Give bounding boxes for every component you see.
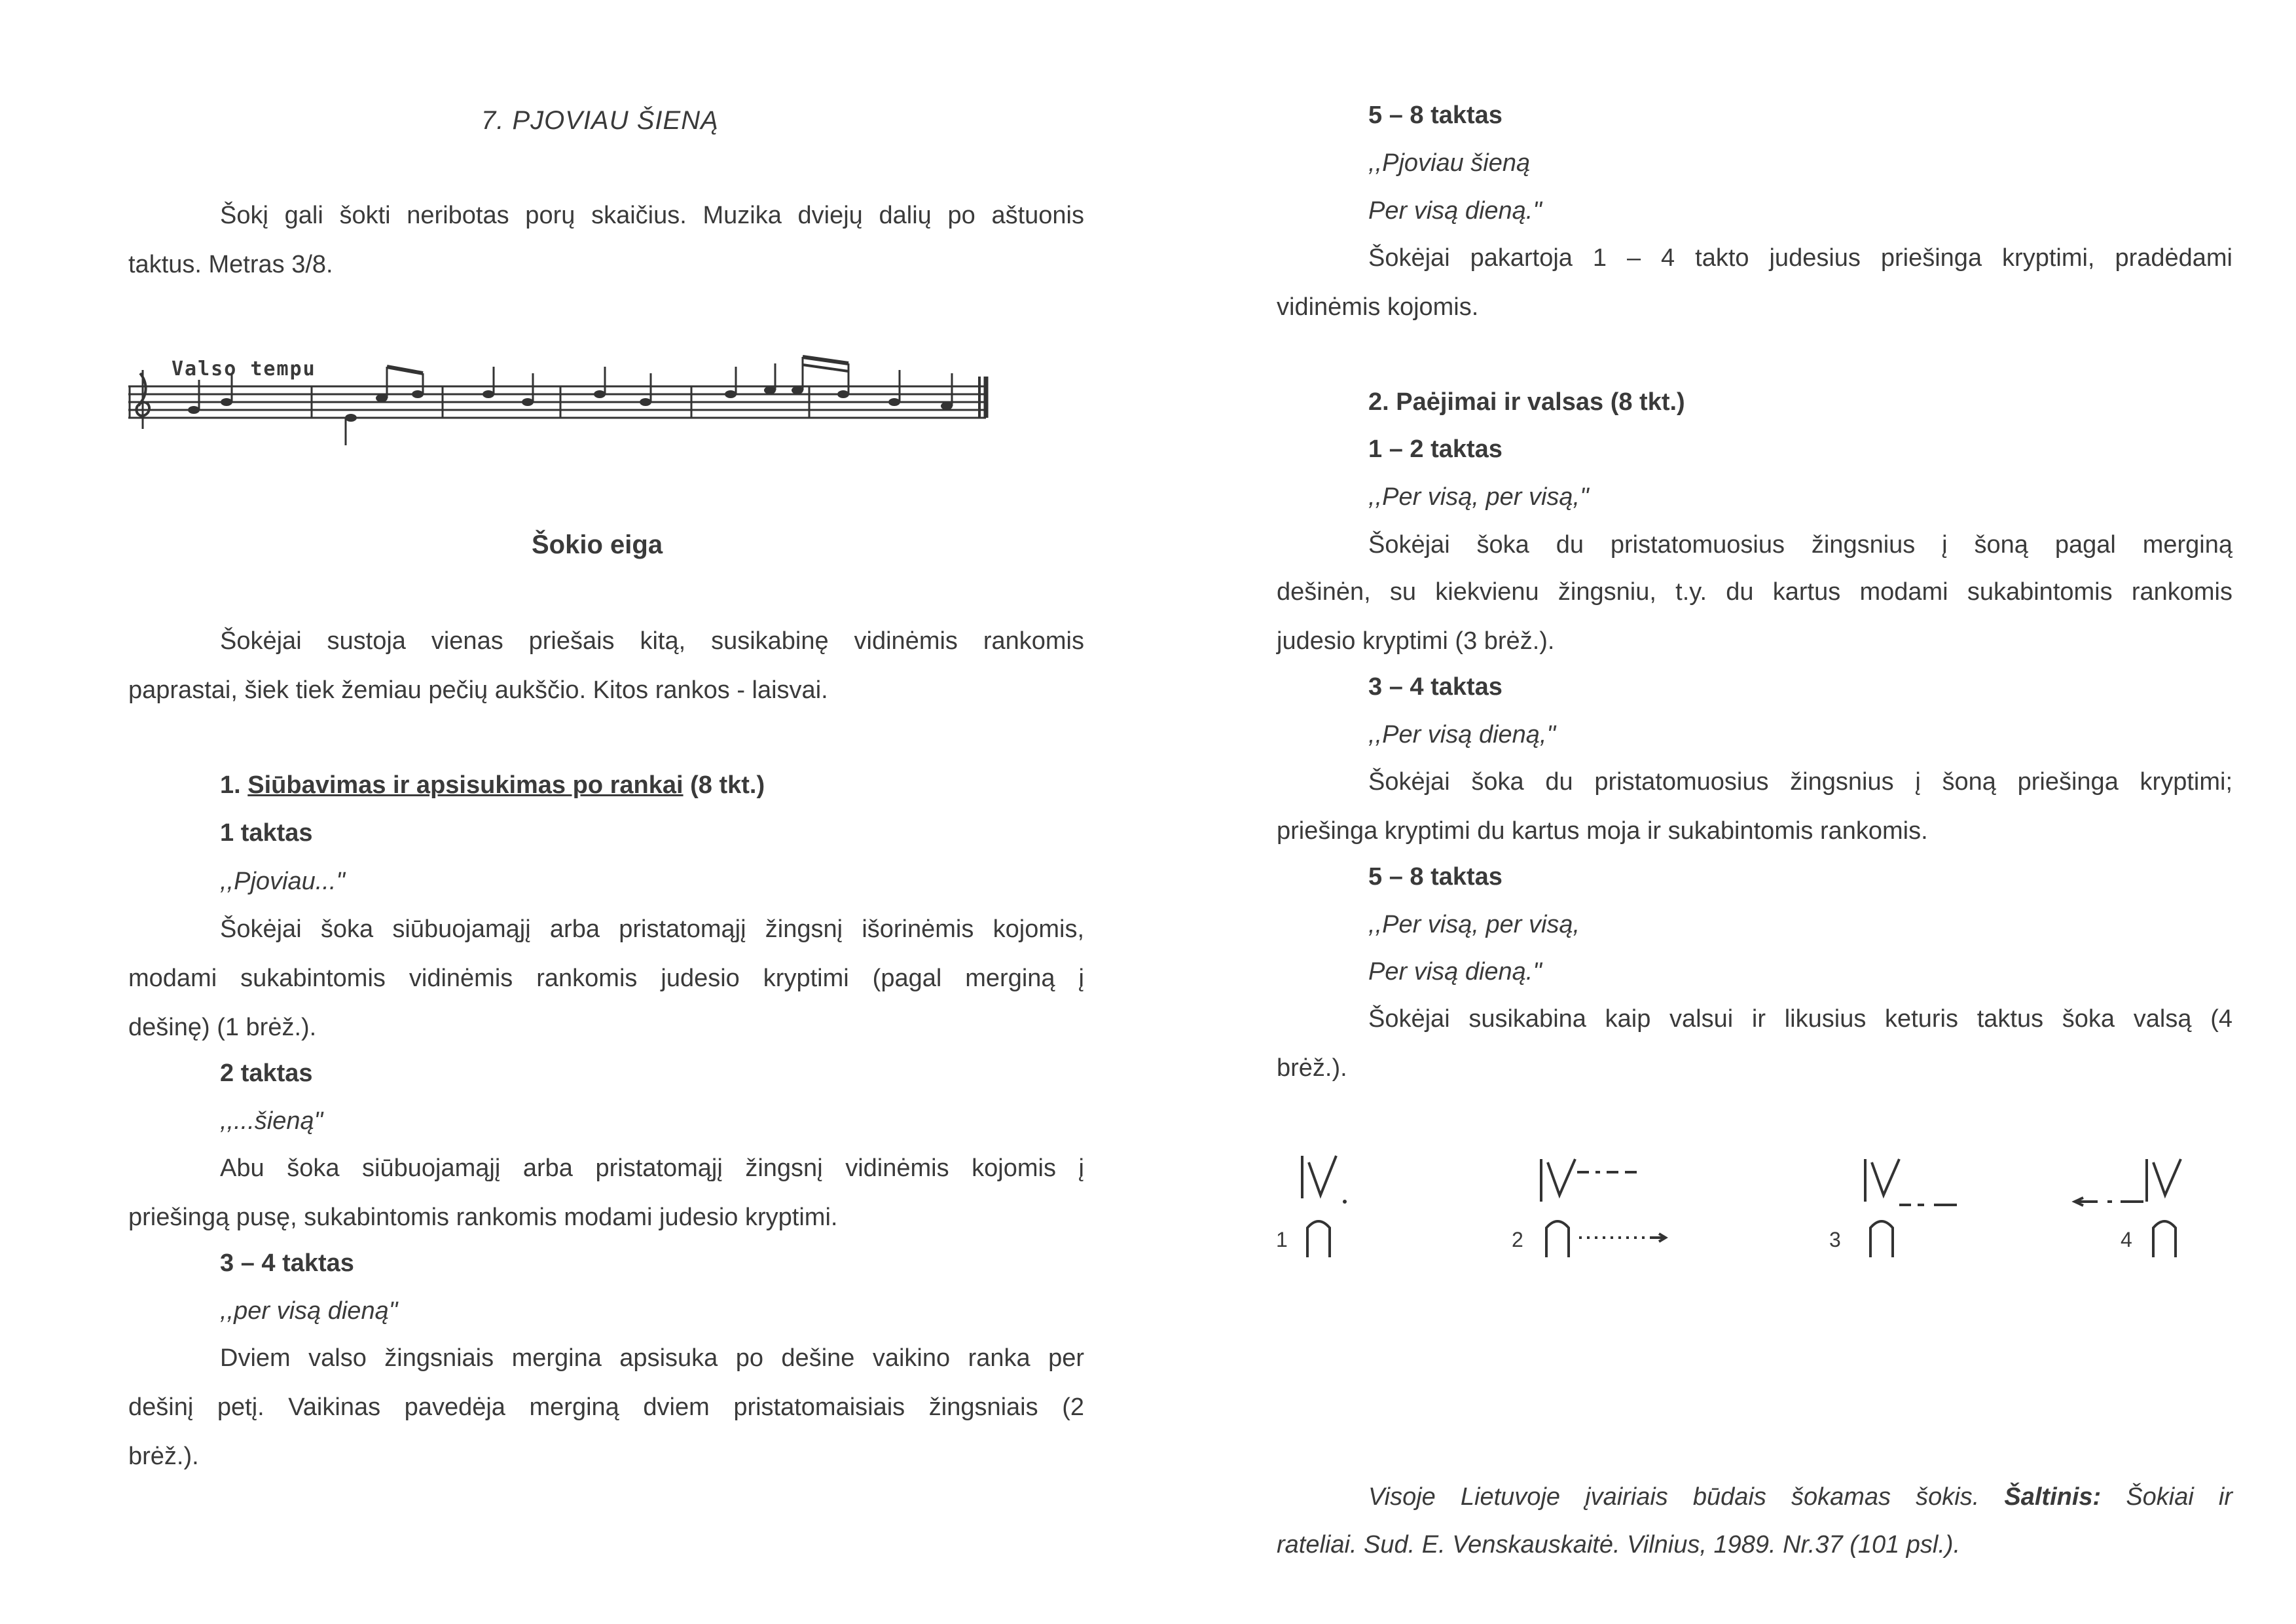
section-2-bar-1-2-lyric: ,,Per visą, per visą," (1368, 483, 1589, 511)
section-1-heading (220, 769, 765, 801)
section-1-number: 1. (220, 771, 241, 799)
section-2-bar-1-2-line-3: judesio kryptimi (3 brėž.). (1277, 627, 1555, 655)
section-2-bar-5-8-line-1: Šokėjai susikabina kaip valsui ir likusius keturis taktus šoka valsą (4 (1368, 1005, 2232, 1033)
bar-3-4-lyric: ,,per visą dieną" (220, 1297, 398, 1325)
eiga-line-2: paprastai, šiek tiek žemiau pečių aukščio. Kitos rankos - laisvai. (128, 676, 828, 704)
section-2-bar-5-8-lyric-1: ,,Per visą, per visą, (1368, 911, 1580, 938)
bar-1-label: 1 taktas (220, 819, 313, 847)
music-staff (128, 347, 999, 452)
diagram-4-number: 4 (2121, 1228, 2132, 1251)
section-2-bar-3-4-label: 3 – 4 taktas (1368, 673, 1503, 701)
music-tempo-marking: Valso tempu (172, 358, 316, 380)
diagram-3-number: 3 (1829, 1228, 1841, 1251)
bar-3-4-line-3: brėž.). (128, 1443, 199, 1470)
bar-2-lyric: ,,...šieną" (220, 1107, 323, 1135)
section-1-count: (8 tkt.) (690, 771, 765, 799)
intro-line-1: Šokį gali šokti neribotas porų skaičius. Muzika dviejų dalių po aštuonis (220, 202, 1084, 229)
diagram-2-figures-icon (1528, 1153, 1698, 1264)
section-1-title: Siūbavimas ir apsisukimas po rankai (247, 771, 683, 799)
section-2-bar-1-2-line-1: Šokėjai šoka du pristatomuosius žingsnius į šoną pagal merginą (1368, 531, 2232, 559)
bar-5-8-line-1: Šokėjai pakartoja 1 – 4 takto judesius priešinga kryptimi, pradėdami (1368, 244, 2232, 272)
section-2-bar-5-8-lyric-2: Per visą dieną." (1368, 958, 1542, 986)
bar-3-4-line-2: dešinį petį. Vaikinas pavedėja merginą dviem pristatomaisiais žingsniais (2 (128, 1393, 1084, 1421)
bar-1-line-2: modami sukabintomis vidinėmis rankomis judesio kryptimi (pagal merginą į (128, 965, 1084, 992)
section-heading-eiga: Šokio eiga (532, 530, 663, 559)
diagram-2-number: 2 (1512, 1228, 1523, 1251)
source-description: Visoje Lietuvoje įvairiais būdais šokamas šokis. (1368, 1483, 1980, 1511)
bar-5-8-label: 5 – 8 taktas (1368, 101, 1503, 129)
section-2-bar-3-4-lyric: ,,Per visą dieną," (1368, 721, 1556, 748)
source-label: Šaltinis: (2004, 1483, 2102, 1511)
bar-5-8-lyric-1: ,,Pjoviau šieną (1368, 149, 1531, 177)
bar-2-label: 2 taktas (220, 1060, 313, 1087)
source-line-2: rateliai. Sud. E. Venskauskaitė. Vilnius, 1989. Nr.37 (101 psl.). (1277, 1531, 1961, 1559)
diagram-4-figures-icon (2071, 1153, 2242, 1264)
section-2-heading: 2. Paėjimai ir valsas (8 tkt.) (1368, 388, 1685, 416)
right-page (1148, 0, 2296, 1624)
bar-2-line-2: priešingą pusę, sukabintomis rankomis modami judesio kryptimi. (128, 1204, 838, 1231)
eiga-line-1: Šokėjai sustoja vienas priešais kitą, susikabinę vidinėmis rankomis (220, 627, 1084, 655)
bar-3-4-line-1: Dviem valso žingsniais mergina apsisuka po dešine vaikino ranka per (220, 1344, 1084, 1372)
bar-5-8-line-2: vidinėmis kojomis. (1277, 293, 1479, 321)
source-title-start: Šokiai ir (2126, 1483, 2233, 1511)
diagram-3-figures-icon (1852, 1153, 1970, 1264)
bar-2-line-1: Abu šoka siūbuojamąjį arba pristatomąjį žingsnį vidinėmis kojomis į (220, 1154, 1084, 1182)
section-2-bar-3-4-line-2: priešinga kryptimi du kartus moja ir sukabintomis rankomis. (1277, 817, 1928, 845)
intro-line-2: taktus. Metras 3/8. (128, 251, 333, 278)
section-2-bar-3-4-line-1: Šokėjai šoka du pristatomuosius žingsnius į šoną priešinga kryptimi; (1368, 768, 2232, 796)
bar-3-4-label: 3 – 4 taktas (220, 1249, 354, 1277)
bar-1-lyric: ,,Pjoviau..." (220, 868, 345, 895)
dance-title: 7. PJOVIAU ŠIENĄ (481, 106, 719, 135)
section-2-bar-5-8-line-2: brėž.). (1277, 1054, 1347, 1082)
section-2-bar-1-2-line-2: dešinėn, su kiekvienu žingsniu, t.y. du kartus modami sukabintomis rankomis (1277, 578, 2232, 606)
section-2-bar-5-8-label: 5 – 8 taktas (1368, 863, 1503, 891)
diagram-1-number: 1 (1276, 1228, 1288, 1251)
bar-1-line-3: dešinę) (1 brėž.). (128, 1014, 317, 1041)
source-line-1 (1368, 1481, 2232, 1513)
diagram-1-figures-icon (1289, 1153, 1368, 1264)
bar-1-line-1: Šokėjai šoka siūbuojamąjį arba pristatomąjį žingsnį išorinėmis kojomis, (220, 915, 1084, 943)
bar-5-8-lyric-2: Per visą dieną." (1368, 197, 1542, 225)
section-2-bar-1-2-label: 1 – 2 taktas (1368, 435, 1503, 463)
